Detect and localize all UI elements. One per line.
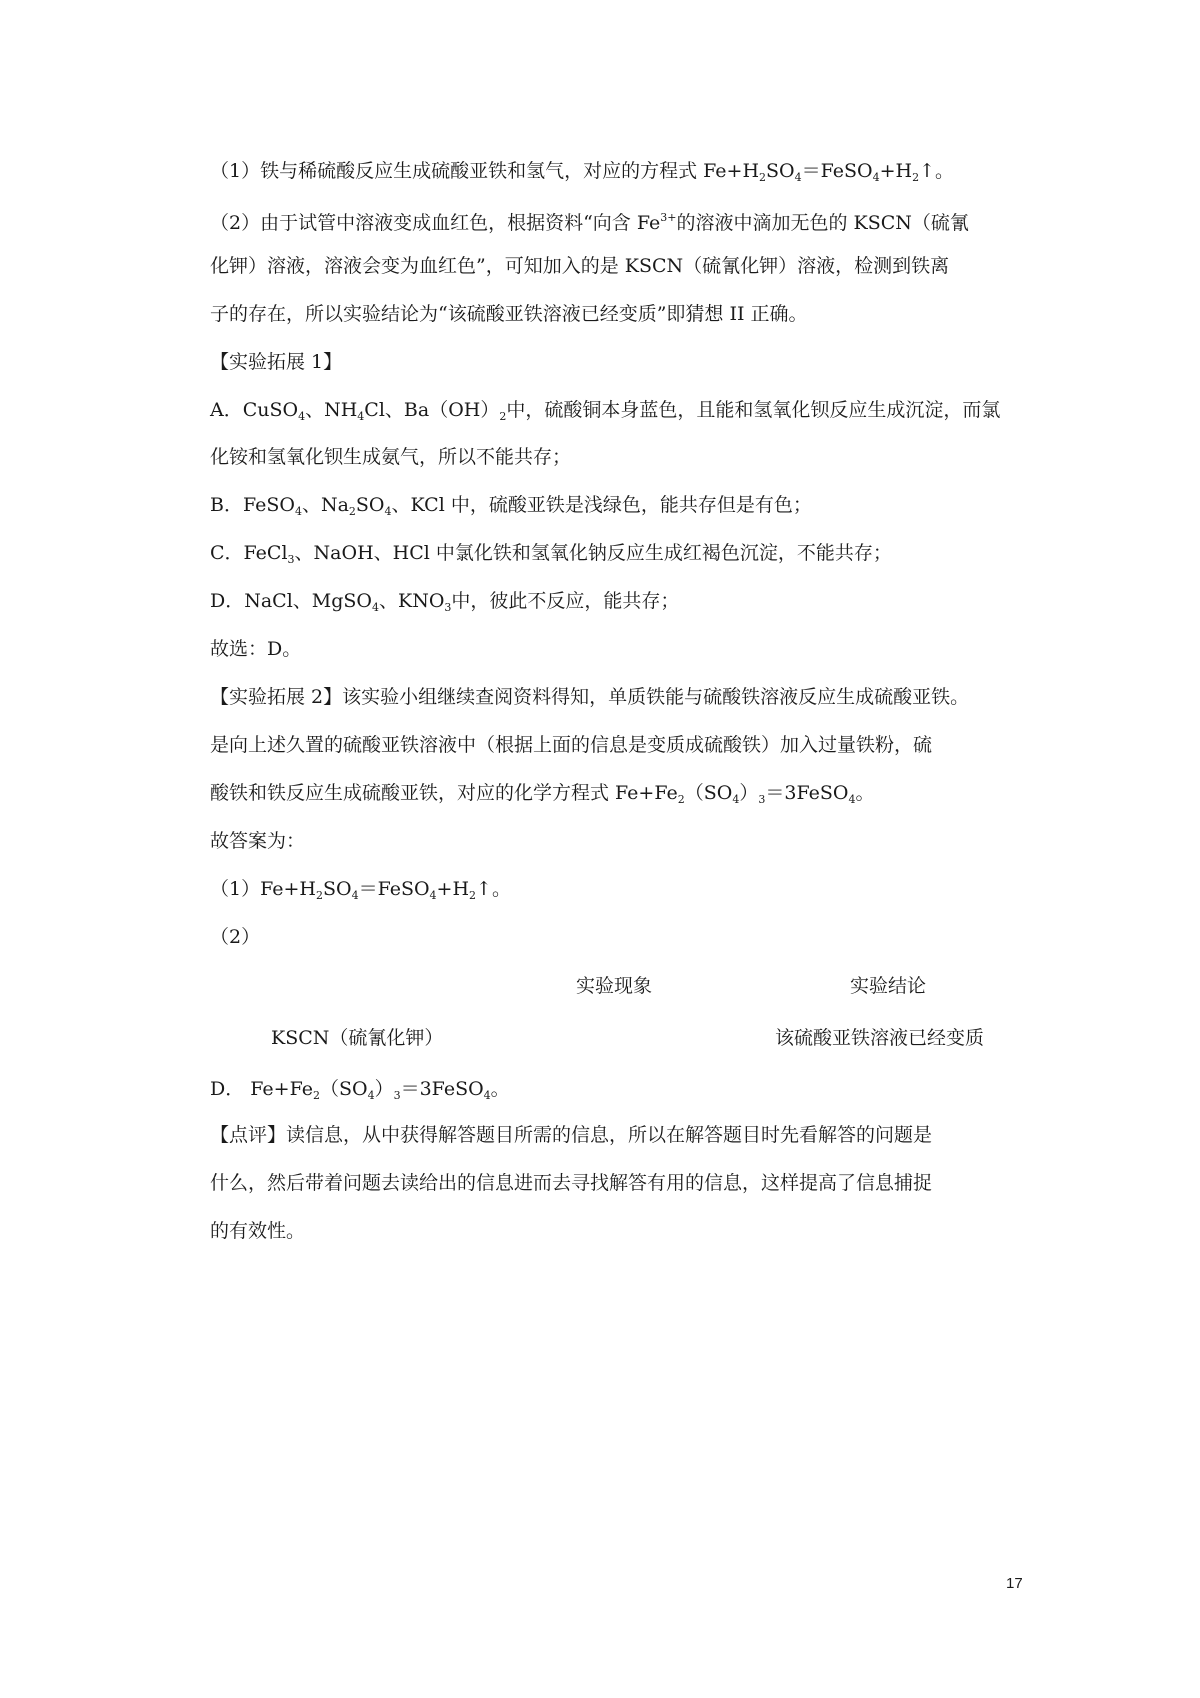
comment-line-3: 的有效性。 [210,1220,306,1242]
answer-line-2: （2）由于试管中溶液变成血红色，根据资料“向含 $Fe^{3+}$的溶液中滴加无色的 KSCN（硫氰 [210,211,969,234]
section-heading-extension-1: 【实验拓展 1】 [210,351,343,373]
answer-line-4: 子的存在，所以实验结论为“该硫酸亚铁溶液已经变质”即猜想 II 正确。 [210,303,808,325]
comment-line-1: 【点评】读信息，从中获得解答题目所需的信息，所以在解答题目时先看解答的问题是 [210,1124,933,1146]
comment-line-2: 什么，然后带着问题去读给出的信息进而去寻找解答有用的信息，这样提高了信息捕捉 [210,1172,933,1194]
answer-heading: 故答案为： [210,830,306,852]
answer-line-1: （1）铁与稀硫酸反应生成硫酸亚铁和氢气，对应的方程式 $Fe+H_2SO_4=FeSO_4+H_2↑$。 [210,160,955,184]
option-a-line: A．CuSO$_4$、$NH_4Cl$、$Ba(OH)_2$中，硫酸铜本身蓝色，且能和氢氧化钡反应生成沉淀，而氯 [210,399,1001,423]
table-cell-conclusion: 该硫酸亚铁溶液已经变质 [775,1027,985,1049]
page-number: 17 [1006,1575,1023,1592]
table-cell-reagent: KSCN（硫氰化钾） [271,1027,444,1049]
answer-2-label: （2） [210,926,261,948]
extension-2-line-3: 酸铁和铁反应生成硫酸亚铁，对应的化学方程式 $Fe+Fe_2(SO_4)_3=3FeSO_4$。 [210,782,875,806]
option-b-line: B．FeSO$_4$、$Na_2SO_4$、KCl 中，硫酸亚铁是浅绿色，能共存但是有色； [210,494,812,518]
choice-line: 故选：D。 [210,638,302,660]
answer-1-line: $(1)Fe+H_2SO_4=FeSO_4+H_2↑$。 [210,878,511,902]
option-d-line: D．NaCl、MgSO$_4$、$KNO_3$中，彼此不反应，能共存； [210,590,680,614]
answer-d-line: D． $Fe+Fe_2(SO_4)_3=3FeSO_4$。 [210,1078,510,1102]
table-header-phenomenon: 实验现象 [576,975,653,997]
extension-2-line-1: 【实验拓展 2】该实验小组继续查阅资料得知，单质铁能与硫酸铁溶液反应生成硫酸亚铁。 [210,686,970,708]
extension-2-line-2: 是向上述久置的硫酸亚铁溶液中（根据上面的信息是变质成硫酸铁）加入过量铁粉，硫 [210,734,933,756]
table-header-conclusion: 实验结论 [850,975,927,997]
option-a-continued: 化铵和氢氧化钡生成氨气，所以不能共存； [210,446,572,468]
option-c-line: C．FeCl$_3$、NaOH、HCl 中氯化铁和氢氧化钠反应生成红褐色沉淀，不能共存； [210,542,892,566]
answer-line-3: 化钾）溶液，溶液会变为血红色”，可知加入的是 KSCN（硫氰化钾）溶液，检测到铁离 [210,255,950,277]
